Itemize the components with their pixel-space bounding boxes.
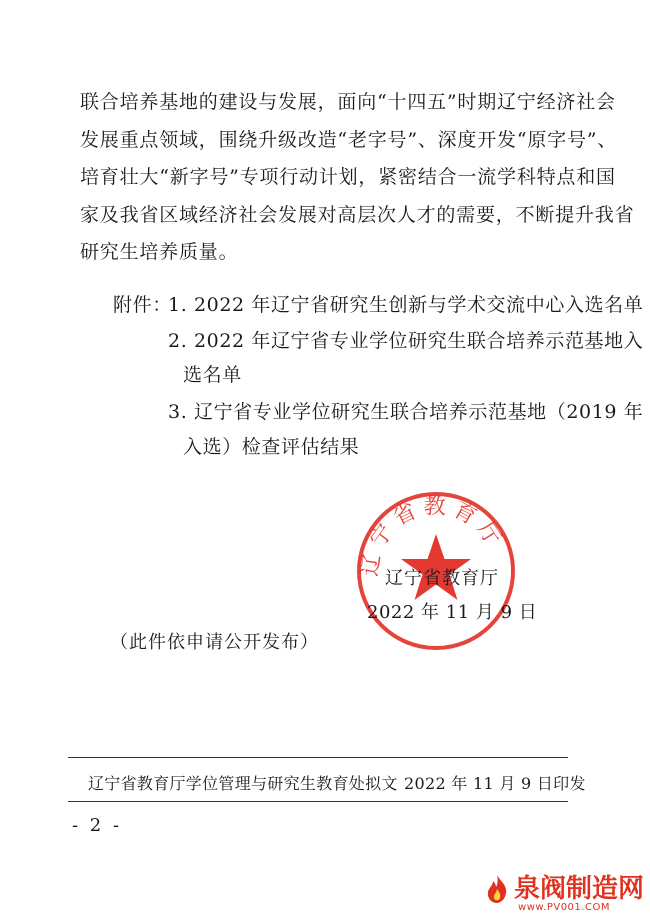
signer-org: 辽宁省教育厅 <box>385 568 499 589</box>
footer-print-date: 2022 年 11 月 9 日印发 <box>404 774 586 793</box>
attachment-item-1: 1. 2022 年辽宁省研究生创新与学术交流中心入选名单 <box>168 294 644 316</box>
flame-icon <box>484 874 510 904</box>
footer-issuer: 辽宁省教育厅学位管理与研究生教育处拟文 <box>88 774 398 793</box>
body-line: 联合培养基地的建设与发展，面向“十四五”时期辽宁经济社会 <box>80 91 616 113</box>
body-line: 家及我省区域经济社会发展对高层次人才的需要，不断提升我省 <box>80 203 635 226</box>
watermark-title: 泉阀制造网 <box>513 874 644 904</box>
body-line: 发展重点领域，围绕升级改造“老字号”、深度开发“原字号”、 <box>80 128 618 151</box>
publish-note: （此件依申请公开发布） <box>110 632 319 653</box>
watermark-url: www.PV001.COM <box>518 902 610 913</box>
signature-date: 2022 年 11 月 9 日 <box>367 602 538 623</box>
attachment-item-3-cont: 入选）检查评估结果 <box>183 436 360 458</box>
attachment-item-2: 2. 2022 年辽宁省专业学位研究生联合培养示范基地入 <box>168 330 644 352</box>
footer-divider-bottom <box>68 801 568 802</box>
watermark <box>484 874 644 913</box>
body-line: 研究生培养质量。 <box>80 241 239 263</box>
attachment-item-3: 3. 辽宁省专业学位研究生联合培养示范基地（2019 年 <box>168 401 644 423</box>
attachment-item-2-cont: 选名单 <box>183 364 242 386</box>
attachments-label: 附件： <box>113 294 172 316</box>
body-line: 培育壮大“新字号”专项行动计划，紧密结合一流学科特点和国 <box>80 166 616 188</box>
footer-divider-top <box>68 757 568 758</box>
seal-text: 辽宁省教育厅 <box>357 494 509 578</box>
body-paragraph <box>80 84 635 272</box>
page-number: - 2 - <box>72 815 123 836</box>
